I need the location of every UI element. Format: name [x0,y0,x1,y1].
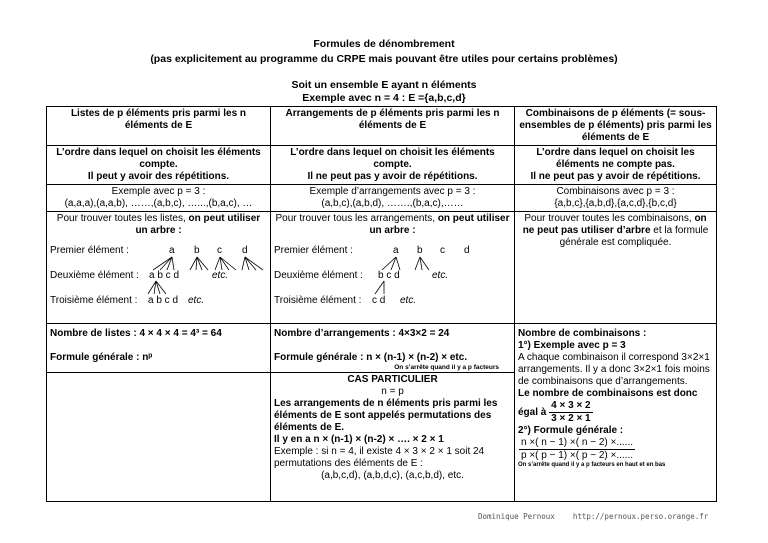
combinations-tree-cell [515,212,717,324]
combinations-heading: Combinaisons de p éléments (= sous-ensembles de p éléments) pris parmi les éléments de E [515,107,717,146]
combinations-count-title: Nombre de combinaisons : [518,328,647,339]
arrangements-tree-intro-bold: on peut utiliser un arbre : [369,213,510,236]
arrangements-first-label: Premier élément : [274,245,353,256]
combinations-example [515,185,717,212]
combinations-example-heading: 1°) Exemple avec p = 3 [518,340,626,351]
special-case-count: Il y en a n × (n-1) × (n-2) × …. × 2 × 1 [274,434,444,445]
combinations-general-denominator: p ×( p − 1) ×( p − 2) ×...... [521,450,634,461]
set-definition: Soit un ensemble E ayant n éléments [291,79,477,91]
arrangements-heading: Arrangements de p éléments pris parmi les n éléments de E [271,107,515,146]
arrangements-rule-repeat: Il ne peut pas y avoir de répétitions. [307,171,478,182]
footer-url[interactable]: http://pernoux.perso.orange.fr [572,512,709,521]
arrangements-third-etc: etc. [400,295,417,306]
arrangements-example-list: (a,b,c),(a,b,d), …….,(b,a,c),…… [321,198,464,209]
arrangements-first-b: b [417,245,423,256]
arrangements-third-values: c d [372,295,386,306]
lists-third-label: Troisième élément : [50,295,138,306]
arrangements-note: On s’arrête quand il y a p facteurs [394,364,499,371]
special-case-condition: n = p [381,386,404,397]
special-case-example: Exemple : si n = 4, il existe 4 × 3 × 2 × 1 soit 24 permutations des éléments de E : [274,446,485,469]
lists-tree-intro-bold: on peut utiliser un arbre : [135,213,261,236]
arrangements-rules [271,146,515,185]
combinations-tree-intro-end: et la formule générale est compliquée. [559,225,709,248]
arrangements-second-values: b c d [378,270,400,281]
lists-tree-cell [47,212,271,324]
special-case-text: Les arrangements de n éléments pris parmi les éléments de E sont appelés permutations des éléments de E. [274,398,498,433]
footer-author: Dominique Pernoux [478,512,555,521]
combinations-example-conclusion [518,388,713,425]
lists-first-c: c [217,245,222,256]
arrangements-tree-cell [271,212,515,324]
arrangements-second-label: Deuxième élément : [274,270,363,281]
page-subtitle: (pas explicitement au programme du CRPE mais pouvant être utiles pour certains problèmes) [150,53,618,65]
combinations-rule-repeat: Il ne peut pas y avoir de répétitions. [530,171,701,182]
combinations-tree-intro: Pour trouver toutes les combinaisons, [524,213,695,224]
arrangements-example [271,185,515,212]
combinations-example-title: Combinaisons avec p = 3 : [556,186,675,197]
combinations-general-fraction [519,437,635,462]
lists-second-values: a b c d [149,270,180,281]
arrangements-first-a: a [393,245,399,256]
arrangements-third-label: Troisième élément : [274,295,362,306]
arrangements-count-cell [271,324,515,373]
arrangements-first-c: c [440,245,445,256]
combinations-example-numerator: 4 × 3 × 2 [551,400,591,411]
lists-rule-order: L’ordre dans lequel on choisit les éléments compte. [56,147,261,170]
page-title: Formules de dénombrement [313,38,455,50]
arrangements-second-etc: etc. [432,270,449,281]
lists-rule-repeat: Il peut y avoir des répétitions. [87,171,230,182]
lists-first-b: b [194,245,200,256]
lists-example-list: (a,a,a),(a,a,b), ……,(a,b,c), …...,(b,a,c), … [64,198,253,209]
combinations-rules [515,146,717,185]
special-case-title: CAS PARTICULIER [347,374,438,385]
lists-tree [50,243,267,315]
formulas-table [46,106,717,502]
lists-first-label: Premier élément : [50,245,129,256]
lists-second-label: Deuxième élément : [50,270,139,281]
lists-formula: Formule générale : nᵖ [50,352,153,363]
combinations-tree-intro-bold: on ne peut pas utiliser d’arbre [522,213,707,236]
lists-third-values: a b c d [148,295,179,306]
lists-example-title: Exemple avec p = 3 : [111,186,206,197]
combinations-conclusion-text: Le nombre de combinaisons est donc égal à [518,388,698,419]
combinations-example-text: A chaque combinaison il correspond 3×2×1 arrangements. Il y a donc 3×2×1 fois moins de combinaisons que d’arrangements. [518,352,710,387]
arrangements-rule-order: L’ordre dans lequel on choisit les éléments compte. [290,147,495,170]
special-case-cell [271,373,515,502]
lists-empty-cell [47,373,271,502]
combinations-note: On s’arrête quand il y a p facteurs en haut et en bas [518,462,666,468]
arrangements-example-title: Exemple d’arrangements avec p = 3 : [309,186,476,197]
lists-tree-intro: Pour trouver toutes les listes, [56,213,189,224]
arrangements-tree [274,243,511,315]
lists-example [47,185,271,212]
lists-heading: Listes de p éléments pris parmi les n éléments de E [47,107,271,146]
combinations-example-denominator: 3 × 2 × 1 [551,413,591,424]
lists-rules [47,146,271,185]
lists-second-etc: etc. [212,270,229,281]
special-case-list: (a,b,c,d), (a,b,d,c), (a,c,b,d), etc. [321,470,464,481]
set-example: Exemple avec n = 4 : E ={a,b,c,d} [302,92,466,104]
lists-third-etc: etc. [188,295,205,306]
lists-first-d: d [242,245,248,256]
arrangements-formula: Formule générale : n × (n-1) × (n-2) × etc. [274,352,468,363]
combinations-example-fraction [549,400,592,425]
combinations-general-heading: 2°) Formule générale : [518,425,624,436]
arrangements-first-d: d [464,245,470,256]
combinations-count-cell [515,324,717,502]
arrangements-count: Nombre d’arrangements : 4×3×2 = 24 [274,328,450,339]
lists-first-a: a [169,245,175,256]
combinations-example-list: {a,b,c},{a,b,d},{a,c,d},{b,c,d} [554,198,677,209]
combinations-general-numerator: n ×( n − 1) ×( n − 2) ×...... [521,437,634,448]
footer [478,512,708,521]
combinations-rule-order: L’ordre dans lequel on choisit les éléments ne compte pas. [536,147,695,170]
lists-count: Nombre de listes : 4 × 4 × 4 = 4³ = 64 [50,328,222,339]
lists-count-cell [47,324,271,373]
arrangements-tree-intro: Pour trouver tous les arrangements, [275,213,438,224]
